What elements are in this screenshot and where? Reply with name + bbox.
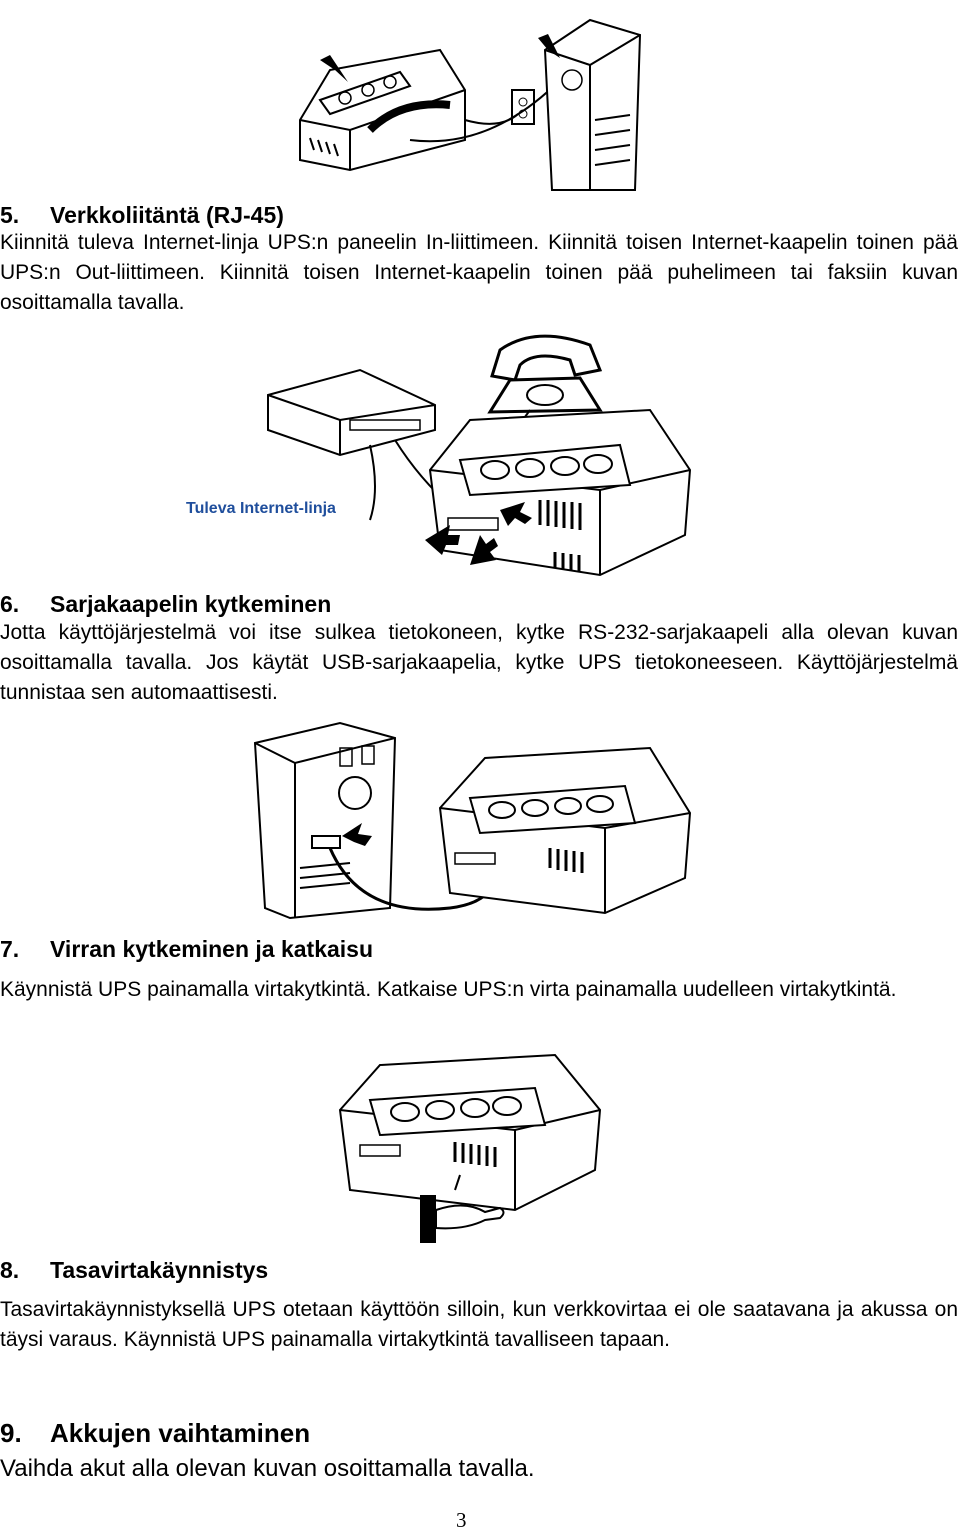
section-7-title: Virran kytkeminen ja katkaisu [50,936,374,962]
figure-network-connection [180,320,700,590]
page-number: 3 [456,1508,467,1532]
section-9-heading [0,1418,960,1448]
section-6-title: Sarjakaapelin kytkeminen [50,591,332,617]
figure-serial-cable [250,718,700,928]
figure-network-label: Tuleva Internet-linja [186,500,336,517]
section-9-title: Akkujen vaihtaminen [50,1418,311,1448]
section-5-heading [0,200,960,230]
section-5-number: 5. [0,202,20,228]
section-9-number: 9. [0,1418,22,1448]
section-7-body: Käynnistä UPS painamalla virtakytkintä. Katkaise UPS:n virta painamalla uudelleen virtakytkintä. [0,978,897,1001]
section-8-number: 8. [0,1257,20,1283]
section-6-body: Jotta käyttöjärjestelmä voi itse sulkea tietokoneen, kytke RS-232-sarjakaapeli alla olevan kuvan osoittamalla tavalla. Jos käytät USB-sarjakaapelia, kytke UPS tietokoneeseen. Käyttöjärjestelmä tunnistaa sen automaattisesti. [0,621,958,704]
section-8-title: Tasavirtakäynnistys [50,1257,269,1283]
section-5-body: Kiinnitä tuleva Internet-linja UPS:n paneelin In-liittimeen. Kiinnitä toisen Internet-kaapelin toinen pää UPS:n Out-liittimeen. Kiinnitä toisen Internet-kaapelin toinen pää puhelimeen tai faksiin kuvan osoittamalla tavalla. [0,231,958,314]
section-7-heading [0,934,960,964]
section-8-body: Tasavirtakäynnistyksellä UPS otetaan käyttöön silloin, kun verkkovirtaa ei ole saatavana ja akussa on täysi varaus. Käynnistä UPS painamalla virtakytkintä tavalliseen tapaan. [0,1298,958,1351]
figure-ups-computer-power [290,10,650,200]
section-6-heading [0,589,960,619]
section-7-number: 7. [0,936,20,962]
section-6-number: 6. [0,591,20,617]
figure-power-switch [335,1050,625,1245]
section-8-heading [0,1255,960,1285]
section-9-body: Vaihda akut alla olevan kuvan osoittamalla tavalla. [0,1455,535,1482]
section-5-title: Verkkoliitäntä (RJ-45) [50,202,284,228]
